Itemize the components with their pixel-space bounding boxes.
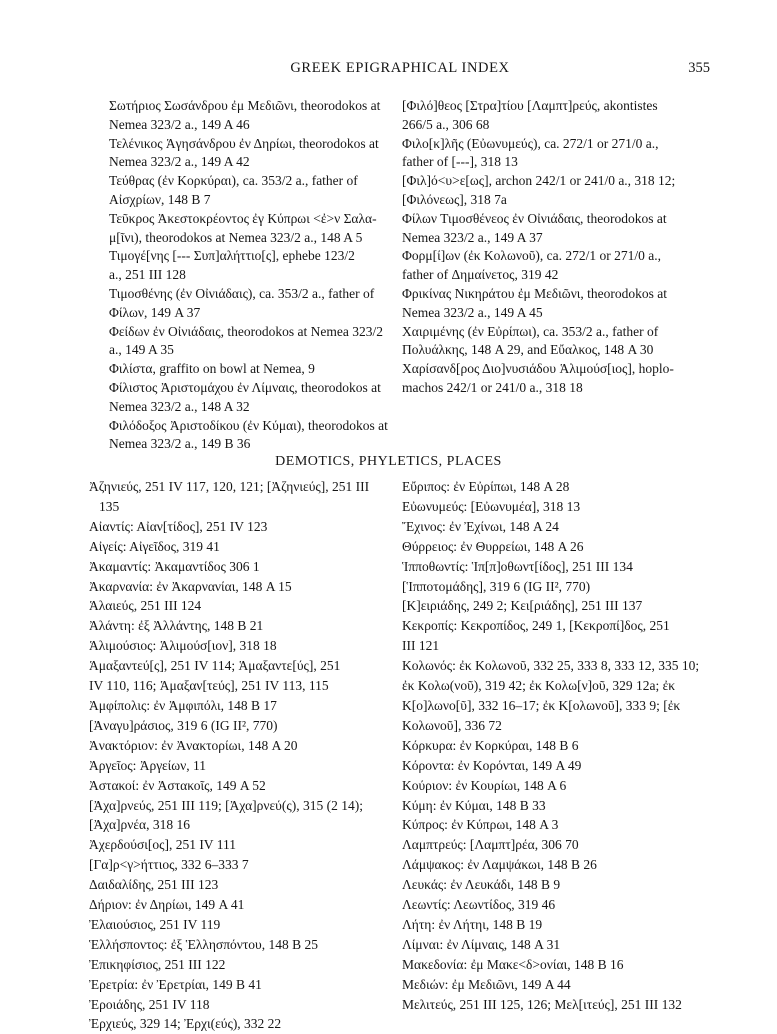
index-entry [89,616,389,636]
index-entry-line: Λαμπτρεύς: [Λαμπτ]ρέα, 306 70 [402,837,579,853]
index-entry [402,537,717,557]
index-entry [89,995,389,1015]
index-entry-line: Nemea 323/2 a., 148 A 32 [109,398,250,414]
index-entry [89,796,389,836]
index-entry [402,656,717,736]
index-entry-line: Τιμοσθένης (ἐν Οἰνιάδαις), ca. 353/2 a., father of [109,285,375,301]
index-entry-line: Ἐλαιούσιος, 251 IV 119 [89,916,221,932]
index-entry-line: [Φιλ]ό<υ>ε[ως], archon 242/1 or 241/0 a., 318 12; [402,173,676,189]
section-heading: DEMOTICS, PHYLETICS, PLACES [275,454,502,469]
index-entry-line: Ἀλάντη: ἐξ Ἀλλάντης, 148 B 21 [89,618,264,634]
index-entry [89,696,389,716]
index-entry-line: Nemea 323/2 a., 149 A 37 [402,229,543,245]
index-entry-line: Ἀκαμαντίς: Ἀκαμαντίδος 306 1 [89,558,260,574]
index-entry [89,736,389,756]
index-entry-line: Κύμη: ἐν Κύμαι, 148 B 33 [402,797,546,813]
index-entry [402,135,717,173]
index-entry-line: μ[ῖνι), theorodokos at Nemea 323/2 a., 148 A 5 [109,229,363,245]
index-entry-line: Nemea 323/2 a., 149 B 36 [109,436,251,452]
index-entry-line: [Ἀναγυ]ράσιος, 319 6 (IG II², 770) [89,717,278,733]
index-entry [402,210,717,248]
index-entry [109,417,409,455]
index-entry-line: III 121 [402,638,440,654]
index-entry [89,975,389,995]
index-entry-line: father of [---], 318 13 [402,154,518,170]
index-entry-line: Ἱπποθωντίς: Ἱπ[π]οθωντ[ίδος], 251 III 134 [402,558,633,574]
index-entry [402,323,717,361]
index-entry-line: Μακεδονία: ἐμ Μακε<δ>ονίαι, 148 B 16 [402,956,624,972]
index-entry-line: Κόροντα: ἐν Κορόνται, 149 A 49 [402,757,582,773]
index-entry-line: Nemea 323/2 a., 149 A 42 [109,154,250,170]
index-entry-line: [Φιλόνεως], 318 7a [402,191,507,207]
index-entry [109,97,409,135]
index-entry [402,577,717,597]
index-entry-line: Φιλόδοξος Ἀριστοδίκου (ἐν Κύμαι), theorodokos at [109,417,388,433]
index-entry [89,1014,389,1034]
index-entry-line: Τελένικος Ἁγησάνδρου ἐν Δηρίωι, theorodokos at [109,135,379,151]
index-entry-line: Πολυάλκης, 148 A 29, and Εὔαλκος, 148 A 30 [402,342,654,358]
index-entry-line: Λεωντίς: Λεωντίδος, 319 46 [402,897,556,913]
places-right-column [402,477,717,1014]
index-entry-line: Ἀστακοί: ἐν Ἀστακοῖς, 149 A 52 [89,777,266,793]
index-entry-line: Ἀμφίπολις: ἐν Ἀμφιπόλι, 148 B 17 [89,697,277,713]
index-entry-line: Ἀργεῖος: Ἀργείων, 11 [89,757,207,773]
index-entry [402,895,717,915]
index-entry [109,135,409,173]
index-entry-line: Λάμψακος: ἐν Λαμψάκωι, 148 B 26 [402,857,597,873]
index-entry-line: a., 251 III 128 [109,267,186,283]
index-entry [402,596,717,616]
index-entry [109,285,409,323]
index-entry-line: Μεδιών: ἐμ Μεδιῶνι, 149 A 44 [402,976,571,992]
index-entry [89,716,389,736]
index-entry [89,776,389,796]
index-entry-line: Λευκάς: ἐν Λευκάδι, 148 B 9 [402,877,561,893]
index-entry-line: Λήτη: ἐν Λήτηι, 148 B 19 [402,916,543,932]
index-entry-line: Nemea 323/2 a., 149 A 45 [402,304,543,320]
index-entry [402,955,717,975]
index-entry-line: Κ[ο]λωνο[ῦ], 332 16–17; ἐκ Κ[ολωνοῦ], 333 9; [ἐκ [402,697,681,713]
index-entry-line: Κούριον: ἐν Κουρίωι, 148 A 6 [402,777,567,793]
index-entry [402,776,717,796]
running-head [90,58,710,82]
index-entry-line: [Κ]ειριάδης, 249 2; Κει[ριάδης], 251 III 137 [402,598,643,614]
index-entry-line: Θύρρειος: ἐν Θυρρείωι, 148 A 26 [402,538,584,554]
index-entry-line: Ἁλιμούσιος: Ἁλιμούσ[ιον], 318 18 [89,638,277,654]
index-entry-line: Δαιδαλίδης, 251 III 123 [89,877,219,893]
index-entry [402,557,717,577]
index-entry-line: Μελιτεύς, 251 III 125, 126; Μελ[ιτεύς], 251 III 132 [402,996,682,1012]
index-entry [89,756,389,776]
index-entry-line: a., 149 A 35 [109,342,174,358]
index-entry-line: 266/5 a., 306 68 [402,116,490,132]
index-entry [402,835,717,855]
index-entry-line: Φιλίστα, graffito on bowl at Nemea, 9 [109,361,315,377]
index-entry-line: Τεύθρας (ἐν Κορκύραι), ca. 353/2 a., father of [109,173,358,189]
index-entry-line: Αἰαντίς: Αἰαν[τίδος], 251 IV 123 [89,518,268,534]
index-entry-line: Δήριον: ἐν Δηρίωι, 149 A 41 [89,897,245,913]
index-entry-line: Χαρίσανδ[ρος Διο]νυσιάδου Ἁλιμούσ[ιος], hoplo- [402,361,674,377]
index-entry-line: Ἔχινος: ἐν Ἐχίνωι, 148 A 24 [402,518,559,534]
index-entry-line: Ἐροιάδης, 251 IV 118 [89,996,210,1012]
index-entry [89,477,389,517]
index-entry [109,379,409,417]
index-entry-line: Φείδων ἐν Οἰνιάδαις, theorodokos at Nemea 323/2 [109,323,383,339]
index-entry [402,285,717,323]
index-entry [402,360,717,398]
index-entry [89,537,389,557]
index-entry-line: Κύπρος: ἐν Κύπρωι, 148 A 3 [402,817,559,833]
index-entry [402,875,717,895]
index-entry [402,815,717,835]
index-entry-line: Ἐπικηφίσιος, 251 III 122 [89,956,226,972]
index-entry [402,995,717,1015]
index-entry-line: IV 110, 116; Ἁμαξαν[τεύς], 251 IV 113, 115 [89,678,329,694]
index-entry [402,477,717,497]
index-entry-line: Χαιριμένης (ἐν Εὐρίπωι), ca. 353/2 a., father of [402,323,659,339]
index-entry [89,656,389,696]
index-entry-line: Κόρκυρα: ἐν Κορκύραι, 148 B 6 [402,737,579,753]
index-entry [402,517,717,537]
index-entry [402,172,717,210]
personal-names-right-column [402,97,717,398]
index-entry-line: [Ἀχα]ρνεύς, 251 III 119; [Ἀχα]ρνεύ(ς), 315 (2 14); [89,797,363,813]
index-entry-line: Φιλο[κ]λῆς (Εὐωνυμεύς), ca. 272/1 or 271/0 a., [402,135,659,151]
index-entry [89,935,389,955]
index-entry [89,895,389,915]
index-entry-line: ἐκ Κολω(νοῦ), 319 42; ἐκ Κολω[ν]οῦ, 329 12a; ἐκ [402,678,676,694]
index-entry [402,975,717,995]
index-entry [402,247,717,285]
index-entry [402,736,717,756]
index-entry-line: Αἰγείς: Αἰγεῖδος, 319 41 [89,538,220,554]
index-entry [89,636,389,656]
index-entry [109,172,409,210]
index-entry-line: machos 242/1 or 241/0 a., 318 18 [402,379,583,395]
index-entry-line: Κεκροπίς: Κεκροπίδος, 249 1, [Κεκροπί]δος, 251 [402,618,670,634]
index-entry-line: Ἐρχιεύς, 329 14; Ἐρχι(εύς), 332 22 [89,1016,282,1032]
index-entry-line: Φίλων, 149 A 37 [109,304,201,320]
index-entry-line: Ἀχερδούσι[ος], 251 IV 111 [89,837,236,853]
index-entry-line: [Φιλό]θεος [Στρα]τίου [Λαμπτ]ρεύς, akontistes [402,98,658,113]
index-entry-line: [Ἀχα]ρνέα, 318 16 [89,817,190,833]
index-entry [89,835,389,855]
index-entry [402,756,717,776]
index-entry [89,557,389,577]
personal-names-left-column [109,97,409,454]
index-entry-line: father of Δημαίνετος, 319 42 [402,267,559,283]
index-entry-line: Ἐρετρία: ἐν Ἐρετρίαι, 149 B 41 [89,976,262,992]
index-entry-line: Τεῦκρος Ἀκεστοκρέοντος ἐγ Κύπρωι <ἐ>ν Σαλα- [109,210,377,226]
index-entry [89,915,389,935]
index-entry [89,596,389,616]
index-entry-line: Ἀνακτόριον: ἐν Ἀνακτορίωι, 148 A 20 [89,737,298,753]
index-entry-line: Ἁμαξαντεύ[ς], 251 IV 114; Ἁμαξαντε[ύς], 251 [89,658,341,674]
index-entry-line: Αἰσχρίων, 148 B 7 [109,191,211,207]
index-entry-line: Ἑλλήσποντος: ἐξ Ἑλλησπόντου, 148 B 25 [89,936,318,952]
index-entry-line: Nemea 323/2 a., 149 A 46 [109,116,250,132]
index-entry-line: Φίλιστος Ἀριστομάχου ἐν Λίμναις, theorodokos at [109,379,381,395]
index-entry [109,247,409,285]
index-entry [89,955,389,975]
index-entry-line: Σωτήριος Σωσάνδρου ἐμ Μεδιῶνι, theorodokos at [109,98,381,113]
index-entry [89,855,389,875]
index-entry-line: [Γα]ρ<γ>ήττιος, 332 6–333 7 [89,857,249,873]
index-entry-line: Ἁλαιεύς, 251 III 124 [89,598,202,614]
index-entry [109,360,409,379]
index-entry [109,210,409,248]
index-entry [402,796,717,816]
index-entry [402,616,717,656]
index-entry-line: Κολωνός: ἐκ Κολωνοῦ, 332 25, 333 8, 333 12, 335 10; [402,658,700,674]
index-entry-line: Εὐωνυμεύς: [Εὐωνυμέα], 318 13 [402,498,581,514]
index-entry-line: Λίμναι: ἐν Λίμναις, 148 A 31 [402,936,561,952]
index-entry-line: Φορμ[ί]ων (ἐκ Κολωνοῦ), ca. 272/1 or 271/0 a., [402,248,661,264]
index-entry-line: Ἀκαρνανία: ἐν Ἀκαρνανίαι, 148 A 15 [89,578,292,594]
index-entry [89,577,389,597]
places-left-column [89,477,389,1034]
index-entry [402,97,717,135]
index-entry [109,323,409,361]
index-entry-line: Τιμογέ[νης [--- Συπ]αλήττιο[ς], ephebe 123/2 [109,248,355,264]
index-entry [89,875,389,895]
index-entry [402,915,717,935]
page-number: 355 [688,60,710,76]
index-entry [402,497,717,517]
index-entry [402,935,717,955]
index-entry-line: Φίλων Τιμοσθένεος ἐν Οἰνιάδαις, theorodokos at [402,210,667,226]
running-title: GREEK EPIGRAPHICAL INDEX [290,60,510,76]
index-entry [402,855,717,875]
index-entry-line: Ἀζηνιεύς, 251 IV 117, 120, 121; [Ἀζηνιεύς], 251 III 135 [89,479,370,514]
index-entry-line: Φρικίνας Νικηράτου ἐμ Μεδιῶνι, theorodokos at [402,285,668,301]
index-entry-line: Εὔριπος: ἐν Εὐρίπωι, 148 A 28 [402,479,570,494]
index-entry [89,517,389,537]
index-entry-line: Κολωνοῦ], 336 72 [402,717,502,733]
index-entry-line: [Ἱπποτομάδης], 319 6 (IG II², 770) [402,578,591,594]
